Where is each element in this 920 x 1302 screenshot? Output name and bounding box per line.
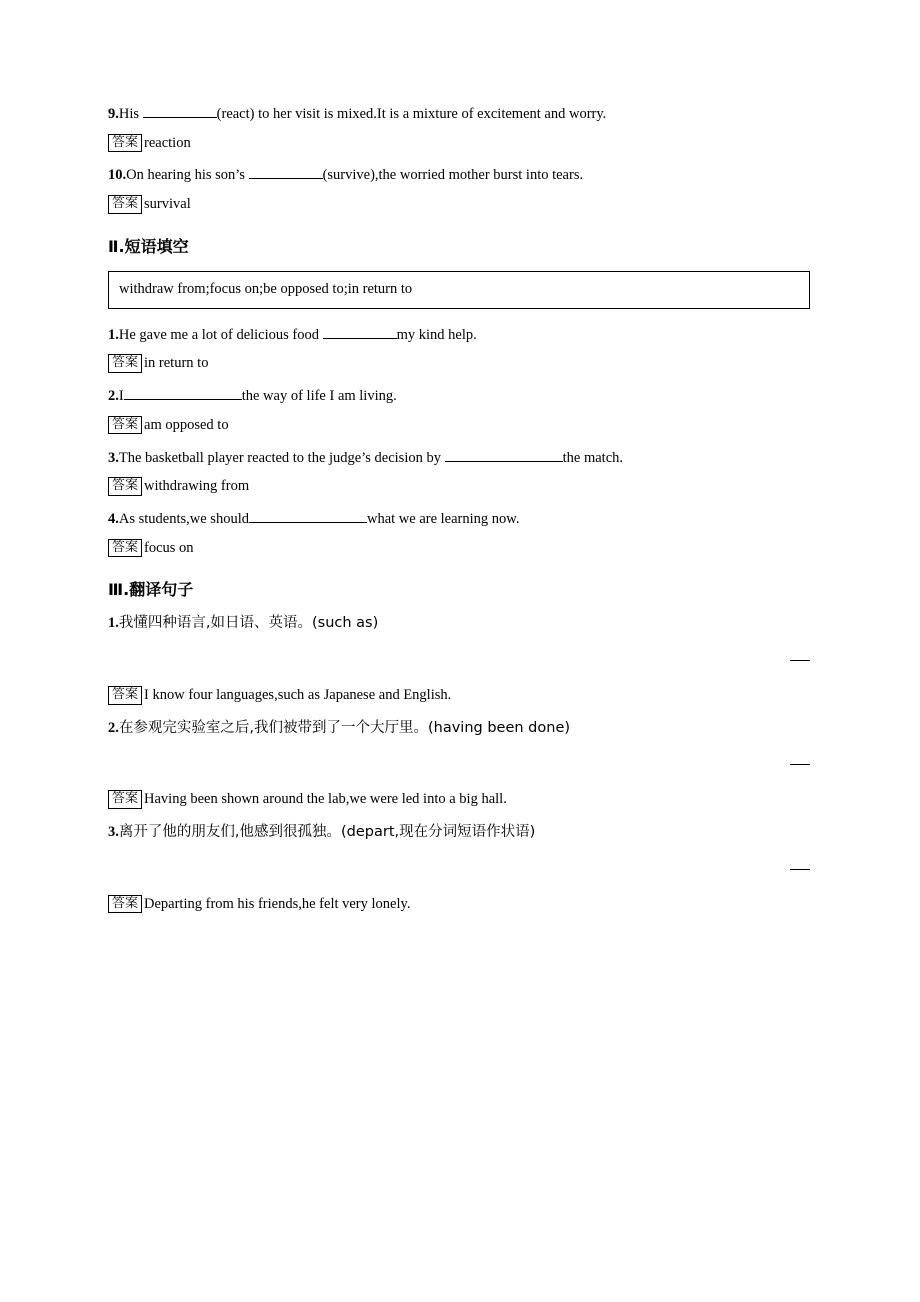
question-number: 9.	[108, 106, 119, 122]
answer-blank	[249, 522, 367, 523]
translation-prompt	[108, 614, 810, 634]
answer-label: 答案	[108, 354, 142, 373]
question-number: 1.	[108, 615, 119, 632]
answer-value: survival	[144, 195, 191, 212]
answer-row	[108, 354, 810, 373]
question-text-before: As students,we should	[118, 511, 249, 528]
answer-row	[108, 895, 810, 914]
answer-value: reaction	[144, 134, 191, 151]
prompt-text: 离开了他的朋友们,他感到很孤独。(depart,现在分词短语作状语)	[118, 824, 536, 841]
answer-blank	[323, 338, 397, 339]
question-text-before: He gave me a lot of delicious food	[118, 326, 323, 343]
prompt-text: 在参观完实验室之后,我们被带到了一个大厅里。(having been done)	[118, 719, 571, 736]
write-space	[108, 853, 810, 895]
question-text-after: the way of life I am living.	[241, 388, 397, 405]
answer-blank	[143, 117, 217, 118]
answer-label: 答案	[108, 790, 142, 809]
question-number: 2.	[108, 388, 119, 405]
translation-prompt	[108, 719, 810, 739]
question-text-after: what we are learning now.	[366, 511, 520, 528]
question-number: 1.	[108, 326, 119, 343]
answer-label: 答案	[108, 134, 142, 153]
answer-row	[108, 195, 810, 214]
answer-value: Having been shown around the lab,we were led into a big hall.	[144, 791, 507, 808]
answer-label: 答案	[108, 416, 142, 435]
answer-label: 答案	[108, 477, 142, 496]
question-text-before: His	[118, 106, 143, 122]
question-text-before: I	[118, 388, 124, 405]
answer-value: withdrawing from	[144, 478, 250, 495]
question-text-after: (survive),the worried mother burst into tears.	[322, 167, 584, 184]
answer-label: 答案	[108, 195, 142, 214]
write-space	[108, 748, 810, 790]
translation-prompt	[108, 823, 810, 843]
answer-value: Departing from his friends,he felt very lonely.	[144, 895, 411, 912]
question-text-after: the match.	[562, 449, 624, 466]
write-space	[108, 644, 810, 686]
trailing-rule	[790, 660, 810, 661]
answer-blank	[249, 178, 323, 179]
question-number: 2.	[108, 719, 119, 736]
question-text-before: On hearing his son’s	[126, 167, 249, 184]
answer-row	[108, 790, 810, 809]
answer-row	[108, 686, 810, 705]
prompt-text: 我懂四种语言,如日语、英语。(such as)	[118, 615, 379, 632]
question-number: 4.	[108, 511, 119, 528]
section-heading-3: Ⅲ.翻译句子	[108, 580, 194, 600]
question-text-after: my kind help.	[396, 326, 477, 343]
question-line	[108, 326, 810, 346]
question-text-before: The basketball player reacted to the judge’s decision by	[118, 449, 445, 466]
answer-blank	[445, 461, 563, 462]
answer-value: am opposed to	[144, 416, 229, 433]
answer-value: I know four languages,such as Japanese and English.	[144, 687, 452, 703]
answer-row	[108, 416, 810, 435]
trailing-rule	[790, 869, 810, 870]
answer-row	[108, 134, 810, 153]
question-line	[108, 166, 810, 186]
answer-row	[108, 477, 810, 496]
question-line	[108, 510, 810, 530]
trailing-rule	[790, 764, 810, 765]
section-heading-2: Ⅱ.短语填空	[108, 236, 189, 256]
answer-value: focus on	[144, 539, 194, 556]
answer-label: 答案	[108, 686, 142, 705]
answer-label: 答案	[108, 895, 142, 914]
answer-row	[108, 539, 810, 558]
question-number: 3.	[108, 449, 119, 466]
question-text-after: (react) to her visit is mixed.It is a mixture of excitement and worry.	[216, 106, 607, 122]
answer-value: in return to	[144, 355, 209, 372]
answer-blank	[124, 399, 242, 400]
word-bank-box: withdraw from;focus on;be opposed to;in return to	[108, 271, 810, 309]
question-number: 3.	[108, 824, 119, 841]
answer-label: 答案	[108, 539, 142, 558]
question-line	[108, 449, 810, 469]
question-line	[108, 387, 810, 407]
question-number: 10.	[108, 167, 127, 184]
question-line	[108, 105, 810, 125]
